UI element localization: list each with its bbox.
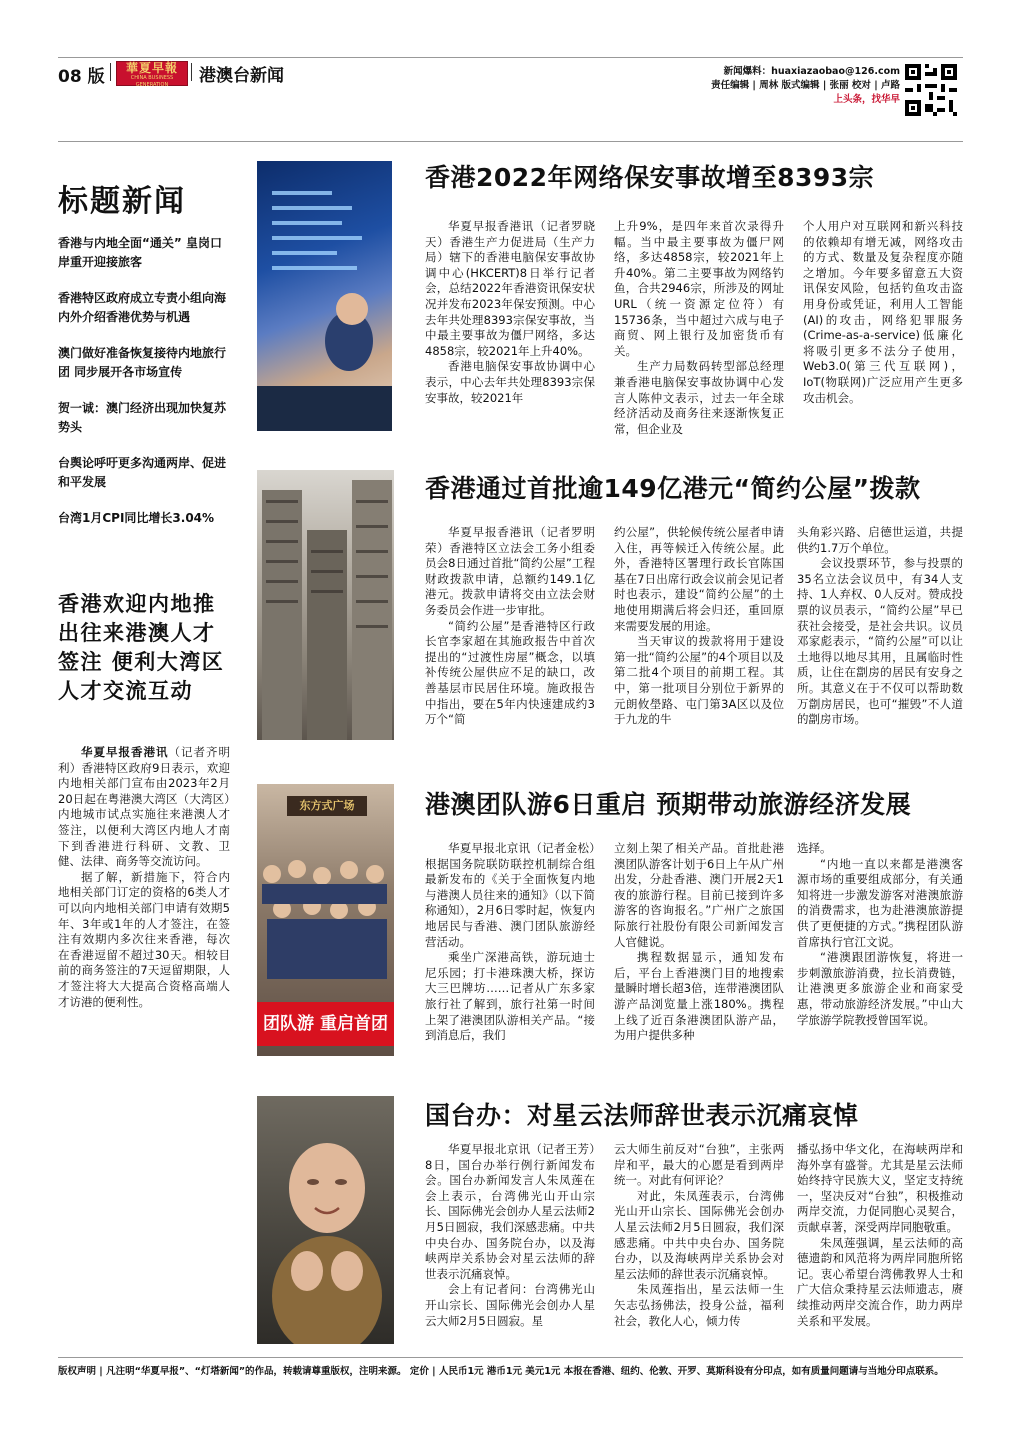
- cyber-security-photo: [257, 161, 392, 431]
- list-item[interactable]: 台湾1月CPI同比增长3.04%: [58, 511, 215, 525]
- article-headline: 国台办：对星云法师辞世表示沉痛哀悼: [425, 1101, 859, 1130]
- qr-code-icon: [905, 64, 957, 116]
- building-icon: [257, 470, 394, 740]
- article-column: 个人用户对互联网和新兴科技的依赖却有增无减，网络攻击的方式、数量及复杂程度亦随之增加。今年要多留意五大资讯保安风险，包括钓鱼攻击盗用身份或凭证，利用人工智能(AI)的攻击，网络犯罪服务(Crime-as-a-service)低廉化将吸引更多不法分子使用，Web3.0(第三代互联网)，IoT(物联网)广泛应用产生更多攻击机会。: [803, 219, 963, 405]
- crowd-icon: [257, 834, 394, 1014]
- monitor-grid-icon: [257, 161, 392, 431]
- newspaper-logo: 華夏早報 CHINA BUSINESS GENERATION: [116, 61, 188, 86]
- feature-paragraph: 据了解，新措施下，符合内地相关部门订定的资格的6类人才可以向内地相关部门申请有效期5年、3年或1年的人才签注，在签注有效期内多次往来香港，每次在香港逗留不超过30天。相较目前的商务签注的7天逗留期限，人才签注将大大提高合资格高端人才访港的便利性。: [58, 869, 230, 1009]
- headline-news-title: 标题新闻: [58, 184, 186, 219]
- headline-news-list: [58, 234, 228, 545]
- list-item[interactable]: 贺一诚：澳门经济出现加快复苏势头: [58, 401, 227, 434]
- article-column: 播弘扬中华文化，在海峡两岸和海外享有盛誉。尤其是星云法师始终持守民族大义，坚定支持统一，坚决反对“台独”，积极推动两岸交流，力促同胞心灵契合，贡献卓著，深受两岸同胞敬重。 朱凤莲强调，星云法师的高德遗韵和风范将为两岸同胞所铭记。衷心希望台湾佛教界人士和广大信众秉持星云法师遗志，赓续推动两岸交流合作，助力两岸关系和平发展。: [797, 1142, 963, 1328]
- list-item[interactable]: 澳门做好准备恢复接待内地旅行团 同步展开各市场宣传: [58, 346, 227, 379]
- editors-credit: 责任编辑 | 周林 版式编辑 | 张丽 校对 | 卢路: [711, 80, 900, 91]
- article-column: 华夏早报北京讯（记者金松）根据国务院联防联控机制综合组最新发布的《关于全面恢复内地与港澳人员往来的通知》（以下简称通知），2月6日零时起，恢复内地居民与香港、澳门团队旅游经营活动。 乘坐广深港高铁，游玩迪士尼乐园；打卡港珠澳大桥，探访大三巴牌坊……记者从广东多家旅行社了解到，旅行社第一时间上架了港澳团队游相关产品。“接到消息后，我们: [425, 841, 595, 1043]
- list-item[interactable]: 香港与内地全面“通关” 皇岗口岸重开迎接旅客: [58, 236, 222, 269]
- article-headline: 香港2022年网络保安事故增至8393宗: [425, 163, 875, 192]
- article-headline: 香港通过首批逾149亿港元“简约公屋”拨款: [425, 474, 921, 503]
- public-housing-photo: [257, 470, 394, 740]
- list-item[interactable]: 香港特区政府成立专责小组向海内外介绍香港优势与机遇: [58, 291, 227, 324]
- article-column: 约公屋”，供轮候传统公屋者申请入住，再等候迁入传统公屋。此外，香港特区署理行政长官陈国基在7日出席行政会议前会见记者时也表示，建设“简约公屋”的土地使用期满后将会归还，重回原来需要发展的用途。 当天审议的拨款将用于建设第一批“简约公屋”的4个项目以及第二批4个项目的前期工程。其中，第一批项目分别位于新界的元朗攸壆路、屯门第3A区以及位于九龙的牛: [614, 525, 784, 727]
- article-column: 选择。 “内地一直以来都是港澳客源市场的重要组成部分，有关通知将进一步激发游客对港澳旅游的消费需求，也为赴港澳旅游提供了更便捷的方式。”携程团队游首席执行官江文说。 “港澳跟团游恢复，将进一步刺激旅游消费，拉长消费链，让港澳更多旅游企业和商家受惠，带动旅游经济发展。”中山大学旅游学院教授曾国军说。: [797, 841, 963, 1027]
- header-top-rule: [58, 57, 963, 58]
- article-headline: 港澳团队游6日重启 预期带动旅游经济发展: [425, 790, 912, 819]
- article-column: 华夏早报香港讯（记者罗晓天）香港生产力促进局（生产力局）辖下的香港电脑保安事故协调中心(HKCERT)8日举行记者会，总结2022年香港资讯保安状况并发布2023年保安预测。中心去年共处理8393宗保安事故，当中最主要事故为僵尸网络，多达4858宗，较2021年上升40%。 香港电脑保安事故协调中心表示，中心去年共处理8393宗保安事故，较2021年: [425, 219, 595, 405]
- list-item[interactable]: 台舆论呼吁更多沟通两岸、促进和平发展: [58, 456, 227, 489]
- feature-paragraph: 华夏早报香港讯（记者齐明利）香港特区政府9日表示，欢迎内地相关部门宣布由2023年2月20日起在粤港澳大湾区（大湾区）内地城市试点实施往来港澳人才签注，以便利大湾区内地人才南下到香港进行科研、文教、卫健、法律、商务等交流访问。: [58, 745, 230, 869]
- footer-copyright: 版权声明 | 凡注明“华夏早报”、“灯塔新闻”的作品，转载请尊重版权，注明来源。 定价 | 人民币1元 港币1元 美元1元 本报在香港、纽约、伦敦、开罗、莫斯科设有分印点，如有质量问题请与当地分印点联系。: [58, 1366, 944, 1377]
- article-column: 立刻上架了相关产品。首批赴港澳团队游客计划于6日上午从广州出发，分赴香港、澳门开展2天1夜的旅游行程。目前已接到许多游客的咨询报名。”广州广之旅国际旅行社股份有限公司新闻发言人官健说。 携程数据显示，通知发布后，平台上香港澳门目的地搜索量瞬时增长超3倍，连带港澳团队游产品浏览量上涨180%。携程上线了近百条港澳团队游产品，为用户提供多种: [614, 841, 784, 1043]
- tour-group-photo: [257, 784, 394, 1056]
- article-column: 上升9%，是四年来首次录得升幅。当中最主要事故为僵尸网络，多达4858宗，较2021年上升40%。第二主要事故为网络钓鱼，合共2946宗，所涉及的网址URL（统一资源定位符）有15736条，当中超过六成与电子商贸、网上银行及加密货币有关。 生产力局数码转型部总经理兼香港电脑保安事故协调中心发言人陈仲文表示，过去一年全球经济活动及商务往来逐渐恢复正常，但企业及: [614, 219, 784, 436]
- page-number: 08 版: [58, 67, 105, 87]
- article-column: 云大师生前反对“台独”，主张两岸和平，最大的心愿是看到两岸统一。对此有何评论？ 对此，朱凤莲表示，台湾佛光山开山宗长、国际佛光会创办人星云法师2月5日圆寂，我们深感悲痛。中共中央台办、国务院台办，以及海峡两岸关系协会对星云法师的辞世表示沉痛哀悼。 朱凤莲指出，星云法师一生矢志弘扬佛法，投身公益，福利社会，教化人心，倾力传: [614, 1142, 784, 1328]
- header-info: [672, 65, 900, 107]
- portrait-photo: [257, 1096, 394, 1344]
- contact-email: 新闻爆料：huaxiazaobao@126.com: [723, 66, 900, 77]
- header-bottom-rule: [58, 141, 963, 142]
- header-divider: [110, 63, 111, 81]
- tour-banner: 团队游 重启首团: [257, 1002, 394, 1046]
- header-divider-2: [191, 63, 192, 81]
- article-column: 华夏早报香港讯（记者罗明荣）香港特区立法会工务小组委员会8日通过首批“简约公屋”工程财政拨款申请，总额约149.1亿港元。拨款申请将交由立法会财务委员会作进一步审批。 “简约公屋”是香港特区行政长官李家超在其施政报告中首次提出的“过渡性房屋”概念，以填补传统公屋供应不足的缺口，改善基层市民居住环境。施政报告中指出，要在5年内快速建成约3万个“简: [425, 525, 595, 727]
- slogan: 上头条，找华早: [833, 94, 900, 105]
- feature-headline: 香港欢迎内地推出往来港澳人才签注 便利大湾区人才交流互动: [58, 592, 225, 703]
- section-title: 港澳台新闻: [199, 66, 284, 86]
- article-column: 华夏早报北京讯（记者王芳）8日，国台办举行例行新闻发布会。国台办新闻发言人朱凤莲在会上表示，台湾佛光山开山宗长、国际佛光会创办人星云法师2月5日圆寂，我们深感悲痛。中共中央台办、国务院台办，以及海峡两岸关系协会对星云法师的辞世表示沉痛哀悼。 会上有记者问：台湾佛光山开山宗长、国际佛光会创办人星云大师2月5日圆寂。星: [425, 1142, 595, 1328]
- portrait-figure-icon: [257, 1096, 394, 1344]
- feature-body: [58, 745, 230, 1010]
- article-column: 头角彩兴路、启德世运道，共提供约1.7万个单位。 会议投票环节，参与投票的35名立法会议员中，有34人支持、1人弃权、0人反对。赞成投票的议员表示，“简约公屋”早已获社会接受，是社会共识。议员邓家彪表示，“简约公屋”可以让土地得以地尽其用，且属临时性质，让住在劏房的居民有安身之所。其意义在于不仅可以帮助数万劏房居民，也可“摧毁”不人道的劏房市场。: [797, 525, 963, 727]
- shop-sign: 东方式广场: [287, 796, 367, 816]
- footer-rule: [58, 1357, 963, 1358]
